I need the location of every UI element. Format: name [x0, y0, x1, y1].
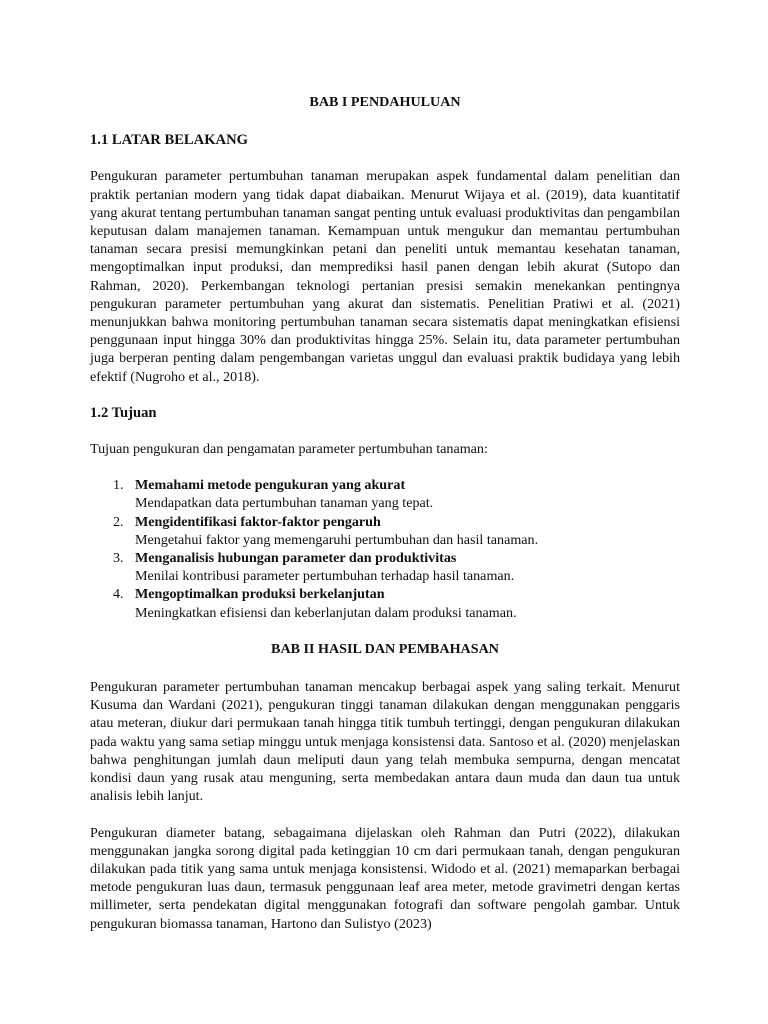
list-item-title: Mengidentifikasi faktor-faktor pengaruh: [135, 513, 381, 530]
goals-list: [90, 476, 680, 622]
list-item-title: Menganalisis hubungan parameter dan produktivitas: [135, 550, 457, 567]
background-paragraph: Pengukuran parameter pertumbuhan tanaman merupakan aspek fundamental dalam penelitian dan praktik pertanian modern yang tidak dapat diabaikan. Menurut Wijaya et al. (2019), data kuantitatif yang akurat tentang pertumbuhan tanaman sangat penting untuk evaluasi produktivitas dan pengambilan keputusan dalam manajemen tanaman. Kemampuan untuk mengukur dan memantau pertumbuhan tanaman secara presisi memungkinkan petani dan peneliti untuk memantau kesehatan tanaman, mengoptimalkan input produksi, dan memprediksi hasil panen dengan lebih akurat (Sutopo dan Rahman, 2020). Perkembangan teknologi pertanian presisi semakin menekankan pentingnya pengukuran parameter pertumbuhan yang akurat dan sistematis. Penelitian Pratiwi et al. (2021) menunjukkan bahwa monitoring pertumbuhan tanaman secara sistematis dapat meningkatkan efisiensi penggunaan input hingga 30% dan produktivitas hingga 25%. Selain itu, data parameter pertumbuhan juga berperan penting dalam pengembangan varietas unggul dan evaluasi praktik budidaya yang lebih efektif (Nugroho et al., 2018).: [90, 168, 680, 385]
list-item: [90, 585, 680, 621]
list-item-description: Mengetahui faktor yang memengaruhi pertumbuhan dan hasil tanaman.: [135, 531, 539, 548]
list-item: [90, 513, 680, 549]
document-content: [90, 93, 680, 933]
list-item-description: Meningkatkan efisiensi dan keberlanjutan dalam produksi tanaman.: [135, 604, 517, 621]
list-item-number: 1.: [113, 477, 124, 494]
list-item-title: Memahami metode pengukuran yang akurat: [135, 477, 406, 494]
chapter-2-title: BAB II HASIL DAN PEMBAHASAN: [271, 640, 499, 657]
list-item-number: 4.: [113, 586, 124, 603]
list-item-description: Menilai kontribusi parameter pertumbuhan terhadap hasil tanaman.: [135, 568, 515, 585]
list-item-number: 2.: [113, 513, 124, 530]
chapter-1-title: BAB I PENDAHULUAN: [309, 94, 461, 110]
list-item: [90, 549, 680, 585]
goals-intro: Tujuan pengukuran dan pengamatan parameter pertumbuhan tanaman:: [90, 441, 488, 458]
list-item-number: 3.: [113, 550, 124, 567]
results-paragraph-2: Pengukuran diameter batang, sebagaimana dijelaskan oleh Rahman dan Putri (2022), dilakukan menggunakan jangka sorong digital pada ketinggian 10 cm dari permukaan tanah, dengan pengukuran dilakukan pada titik yang sama untuk menjaga konsistensi. Widodo et al. (2021) memaparkan berbagai metode pengukuran luas daun, termasuk penggunaan leaf area meter, metode gravimetri dengan kertas millimeter, serta pendekatan digital menggunakan fotografi dan software pengolah gambar. Untuk pengukuran biomassa tanaman, Hartono dan Sulistyo (2023): [90, 824, 680, 932]
section-1-2-title: 1.2 Tujuan: [90, 404, 157, 421]
section-1-1-title: 1.1 LATAR BELAKANG: [90, 132, 248, 149]
list-item-description: Mendapatkan data pertumbuhan tanaman yang tepat.: [135, 495, 434, 512]
results-paragraph-1: Pengukuran parameter pertumbuhan tanaman mencakup berbagai aspek yang saling terkait. Menurut Kusuma dan Wardani (2021), pengukuran tinggi tanaman dilakukan dengan menggunakan penggaris atau meteran, diukur dari permukaan tanah hingga titik tumbuh tertinggi, dengan pengukuran dilakukan pada waktu yang sama setiap minggu untuk menjaga konsistensi data. Santoso et al. (2020) menjelaskan bahwa penghitungan jumlah daun meliputi daun yang telah membuka sempurna, dengan mencatat kondisi daun yang rusak atau menguning, serta membedakan antara daun muda dan daun tua untuk analisis lebih lanjut.: [90, 679, 680, 805]
list-item-title: Mengoptimalkan produksi berkelanjutan: [135, 586, 385, 603]
list-item: [90, 476, 680, 512]
